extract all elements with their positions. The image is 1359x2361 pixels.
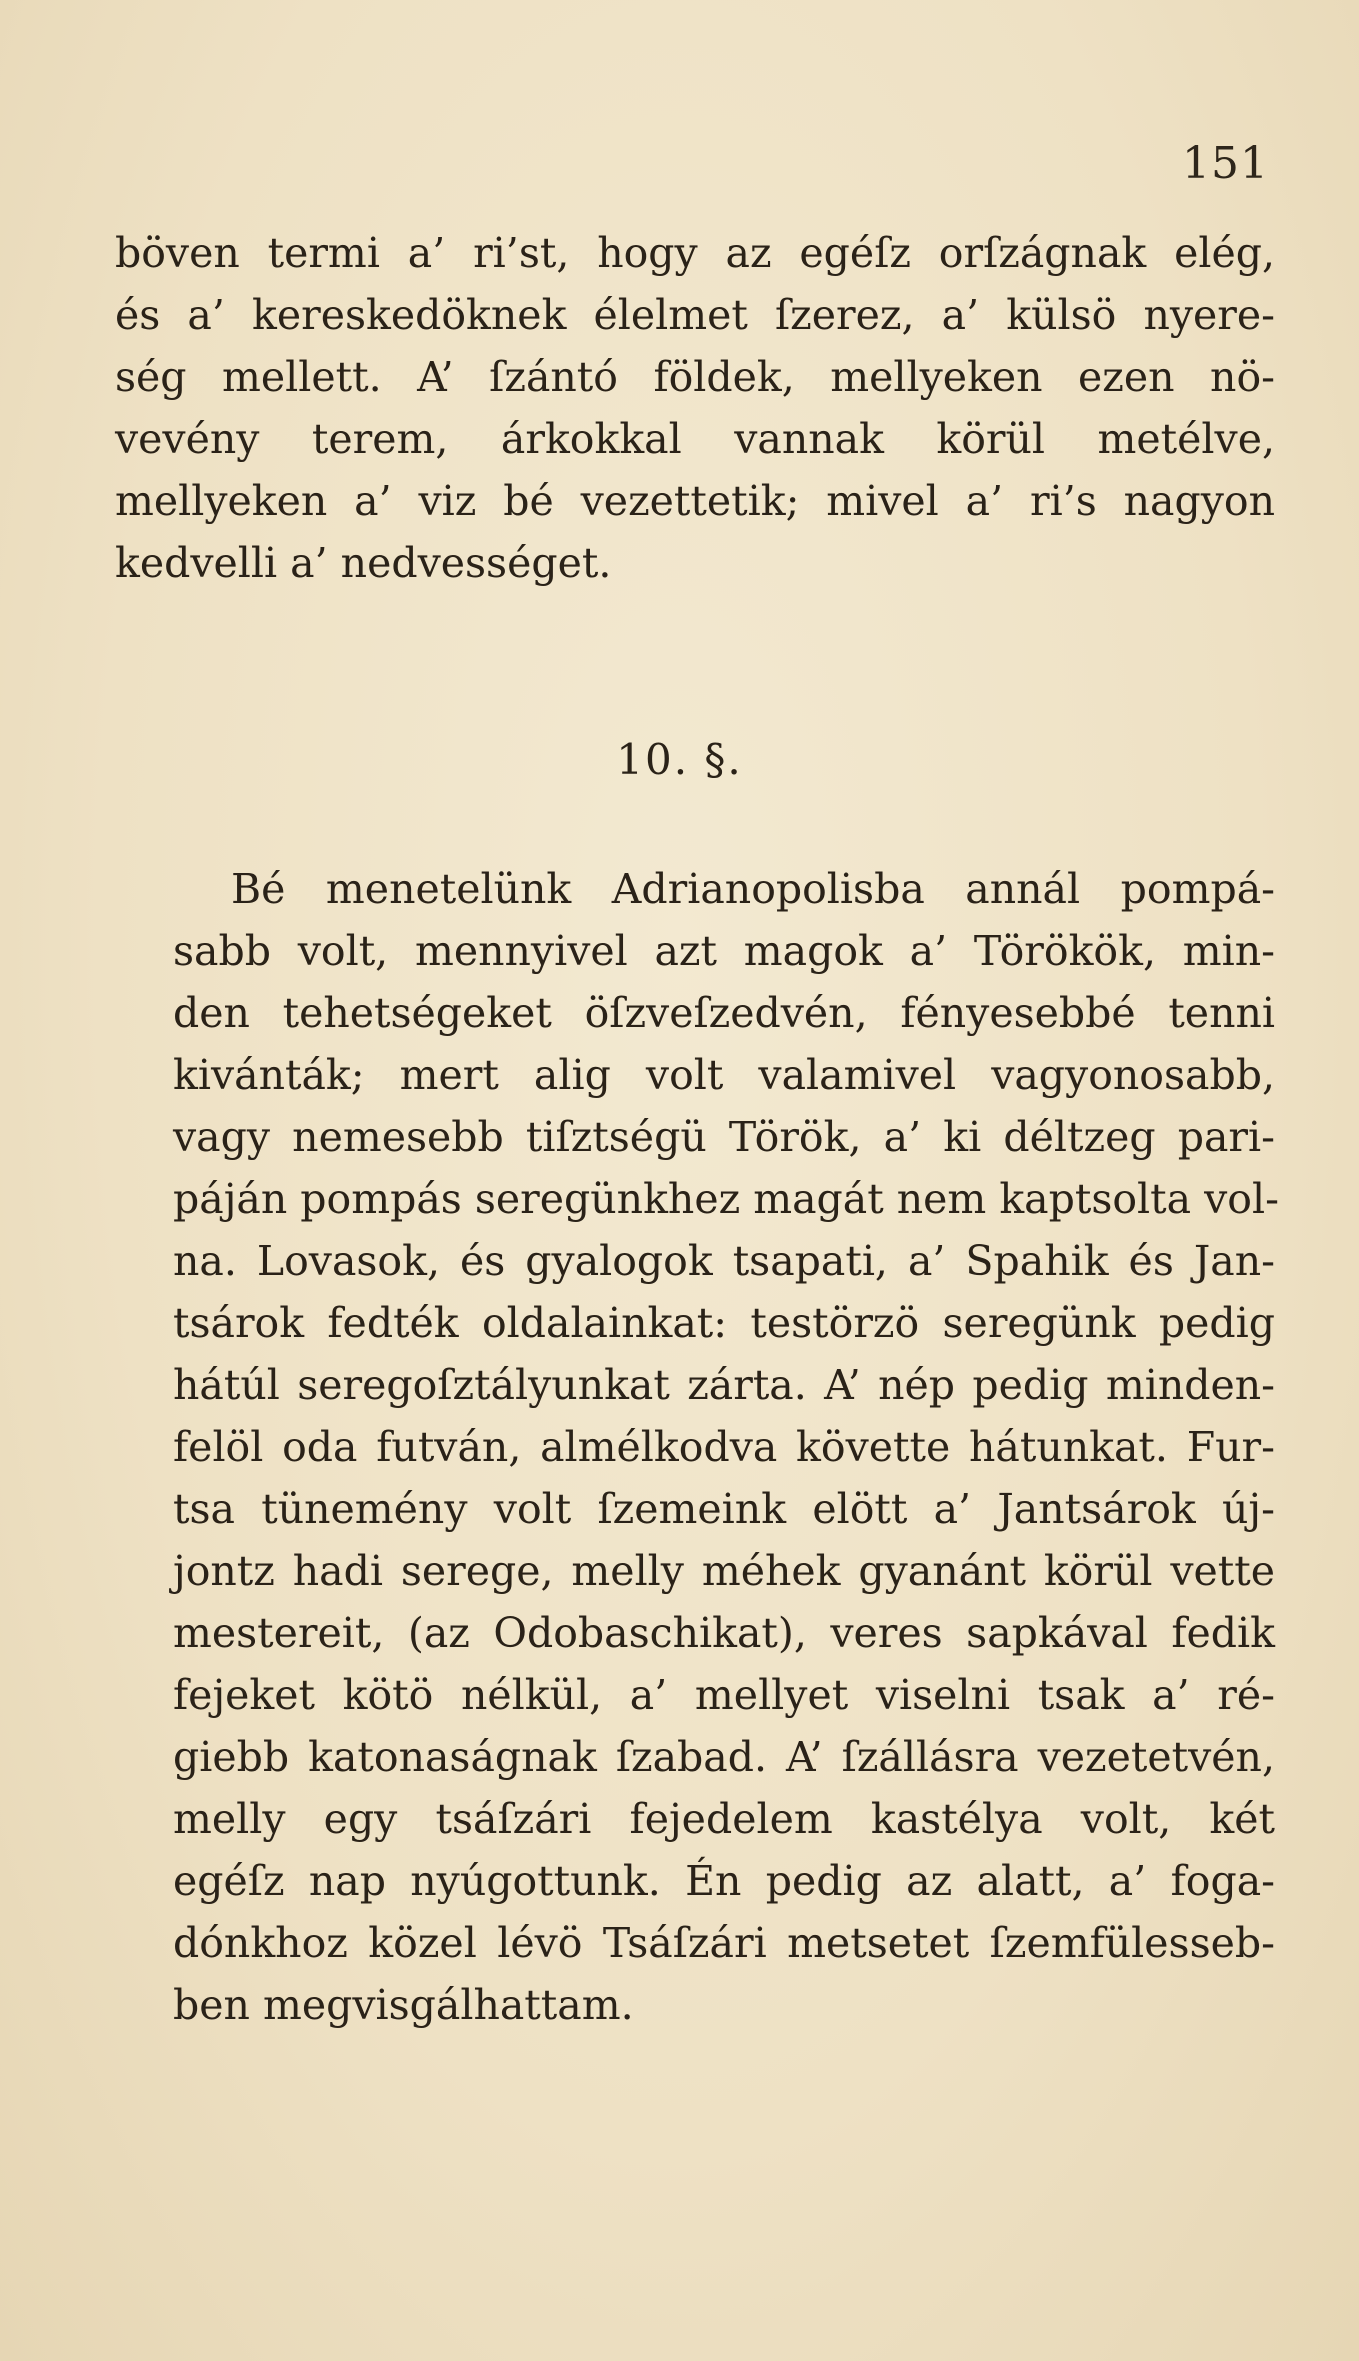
text-line: hátúl seregoſztályunkat zárta. A’ nép pedig minden- <box>173 1361 1275 1409</box>
text-line: böven termi a’ ri’st, hogy az egéſz orſzágnak elég, <box>115 229 1275 277</box>
text-line: vagy nemesebb tiſztségü Török, a’ ki déltzeg pari- <box>173 1113 1275 1161</box>
text-line: tsa tünemény volt ſzemeink elött a’ Jantsárok új- <box>173 1485 1275 1533</box>
text-line: kivánták; mert alig volt valamivel vagyonosabb, <box>173 1051 1275 1099</box>
paragraph-section-10 <box>115 858 1279 2036</box>
text-line: sabb volt, mennyivel azt magok a’ Törökök, min- <box>173 927 1275 975</box>
text-line: felöl oda futván, almélkodva követte hátunkat. Fur- <box>173 1423 1275 1471</box>
text-line: vevény terem, árkokkal vannak körül metélve, <box>115 415 1275 463</box>
text-line: Bé menetelünk Adrianopolisba annál pompá- <box>231 865 1275 913</box>
text-line: jontz hadi serege, melly méhek gyanánt körül vette <box>173 1547 1275 1595</box>
paragraph-continued <box>115 222 1275 594</box>
text-line: kedvelli a’ nedvességet. <box>115 539 612 587</box>
text-line: mellyeken a’ viz bé vezettetik; mivel a’ ri’s nagyon <box>115 477 1275 525</box>
text-line: páján pompás seregünkhez magát nem kaptsolta vol- <box>173 1175 1279 1223</box>
text-line: giebb katonaságnak ſzabad. A’ ſzállásra vezetetvén, <box>173 1733 1275 1781</box>
text-line: dónkhoz közel lévö Tsáſzári metsetet ſzemfülesseb- <box>173 1919 1275 1967</box>
text-line: melly egy tsáſzári fejedelem kastélya volt, két <box>173 1795 1275 1843</box>
text-line: ben megvisgálhattam. <box>173 1981 634 2029</box>
text-line: egéſz nap nyúgottunk. Én pedig az alatt, a’ foga- <box>173 1857 1275 1905</box>
page-number: 151 <box>1182 138 1269 189</box>
section-heading: 10. §. <box>616 735 743 784</box>
text-line: tsárok fedték oldalainkat: testörzö seregünk pedig <box>173 1299 1275 1347</box>
text-line: den tehetségeket öſzveſzedvén, fényesebbé tenni <box>173 989 1275 1037</box>
text-line: ség mellett. A’ ſzántó földek, mellyeken ezen nö- <box>115 353 1275 401</box>
text-line: és a’ kereskedöknek élelmet ſzerez, a’ külsö nyere- <box>115 291 1275 339</box>
text-line: fejeket kötö nélkül, a’ mellyet viselni tsak a’ ré- <box>173 1671 1275 1719</box>
text-line: na. Lovasok, és gyalogok tsapati, a’ Spahik és Jan- <box>173 1237 1275 1285</box>
text-line: mestereit, (az Odobaschikat), veres sapkával fedik <box>173 1609 1275 1657</box>
